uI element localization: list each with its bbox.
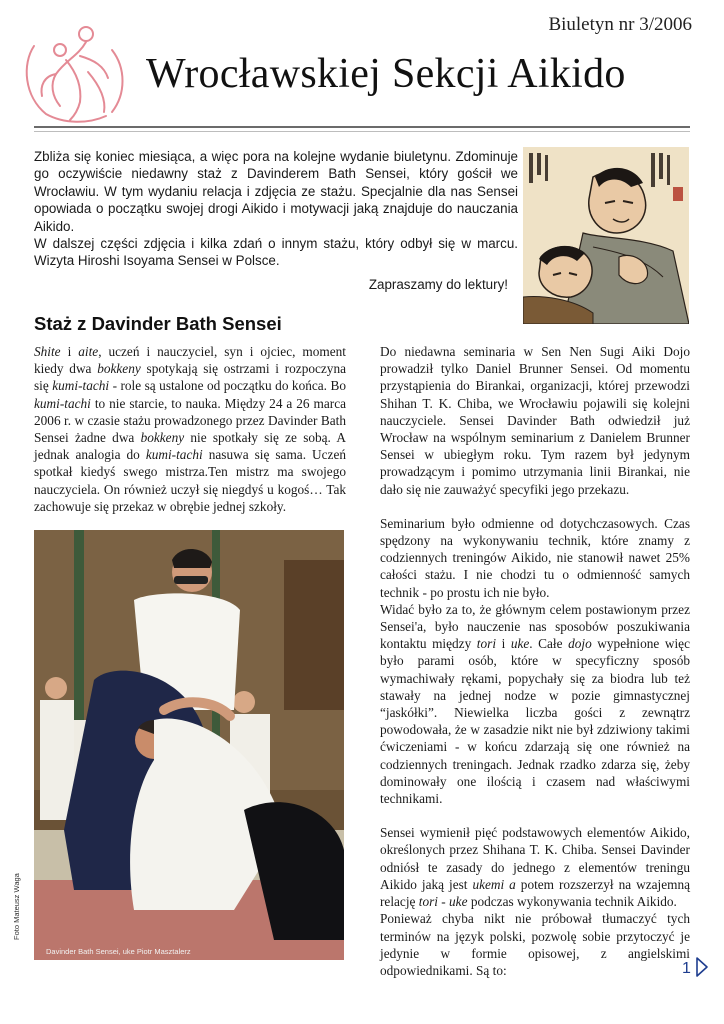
- term-bokkeny: bokkeny: [140, 430, 185, 446]
- article-right-paragraph-5: Ponieważ chyba nikt nie próbował tłumaczyć tych terminów na język polski, pozwolę sobie przytoczyć je jedynie w formie opisowej, z angielskimi odpowiednikami. Są to:: [380, 911, 690, 978]
- intro-paragraph-1: Zbliża się koniec miesiąca, a więc pora na kolejne wydanie biuletynu. Zdominuje go oczywiście niedawny staż z Davinderem Bath Sensei, który gościł we Wrocławiu. W tym wydaniu relacja i zdjęcia ze stażu. Specjalnie dla nas Sensei opowiada o początku swojej drogi Aikido i motywacji jaką znajduje do nauczania Aikido.: [34, 149, 518, 234]
- intro-text: [34, 148, 518, 270]
- term-aite: aite: [78, 344, 99, 359]
- text-run: potem rozszerzył na wzajemną relację: [380, 876, 690, 910]
- article-title: Staż z Davinder Bath Sensei: [34, 313, 282, 334]
- term-dojo: dojo: [568, 636, 592, 652]
- term-ukemi: ukemi a: [472, 876, 516, 892]
- text-run: i: [60, 344, 79, 359]
- article-right-column: [380, 343, 690, 979]
- text-run: i: [496, 636, 511, 652]
- text-run: wypełnione więc było parami osób, które w specyficzny sposób wymachiwały rękami, popychały się za biodra lub też stawały na jednej nodze w pozie gimnastycznej “jaskółki”. Niewielka liczba gości z zewnątrz powodowała, że w zasadzie nikt nie był zdziwiony takimi ćwiczeniami - w końcu zdarzają się one również na codziennych treningach. Jednak rzadko zdarza się, żeby dominowały one ilością i czasem nad właściwymi technikami.: [380, 636, 690, 807]
- text-run: nasuwa się sama. Uczeń spotkał kiedyś swego mistrza.Ten mistrz ma swojego nauczyciela. On również uczył się niegdyś u kogoś… Tak zachowuje się przekaz w obrębie jednej szkoły.: [34, 447, 346, 514]
- term-bokkeny: bokkeny: [97, 361, 141, 377]
- text-run: spotykają się ostrzami i rozpoczyna się: [34, 361, 346, 394]
- article-right-paragraph-4: [380, 824, 690, 910]
- text-run: Widać było za to, że głównym celem postawionym przez Sensei'a, było nauczenie nas sposobów poszukiwania kontaktu między: [380, 601, 690, 652]
- article-right-paragraph-1: Do niedawna seminaria w Sen Nen Sugi Aiki Dojo prowadził tylko Daniel Brunner Sensei. Od momentu przystąpienia do Birankai, organizacji, której przewodzi Shihan T. K. Chiba, we Wrocławiu pojawili się kolejni nauczyciele. Sensei Davinder Bath odwiedził już Wrocław na wspólnym seminarium z Danielem Brunner Sensei w ubiegłym roku. Tym razem był jedynym prowadzącym i pomimo utrzymania linii Birankai, nie dało się nie zauważyć specyfiki jego przekazu.: [380, 344, 690, 497]
- text-run: . Całe: [529, 636, 569, 652]
- article-left-column: [34, 343, 346, 515]
- term-tori-uke: tori - uke: [418, 894, 468, 910]
- text-run: podczas wykonywania technik Aikido.: [467, 894, 677, 910]
- header-rule-thin: [34, 131, 690, 132]
- intro-closing: Zapraszamy do lektury!: [368, 277, 508, 292]
- text-run: , uczeń i nauczyciel, syn i ojciec, moment kiedy dwa: [34, 344, 346, 377]
- term-shite: Shite: [34, 344, 61, 359]
- page-number: 1: [682, 960, 691, 977]
- term-uke: uke: [510, 636, 530, 652]
- photo-caption: Davinder Bath Sensei, uke Piotr Masztalerz: [46, 947, 191, 956]
- next-page-arrow-icon[interactable]: [695, 956, 709, 978]
- text-run: - role są ustalone od początku do końca. Bo: [109, 378, 346, 394]
- woodblock-print-image: [523, 147, 689, 324]
- text-run: Sensei wymienił pięć podstawowych elementów Aikido, określonych przez Shihana T. K. Chiba. Sensei Davinder odniósł te zasady do jednego z elementów treningu Aikido jaką jest: [380, 825, 690, 892]
- article-right-paragraph-2: Seminarium było odmienne od dotychczasowych. Czas spędzony na wykonywaniu technik, które znamy z codziennych treningów Aikido, nie stanowił nawet 25% całości stażu. I nie chodzi tu o odmienność samych technik - po prostu ich nie było.: [380, 515, 690, 600]
- term-kumi-tachi: kumi-tachi: [52, 378, 110, 394]
- seminar-photo: [34, 530, 344, 960]
- header-rule: [34, 126, 690, 128]
- photo-credit: Foto Mateusz Waga: [12, 873, 21, 940]
- term-tori: tori: [476, 636, 497, 652]
- term-kumi-tachi: kumi-tachi: [145, 447, 203, 463]
- aikido-figures-logo: [16, 16, 132, 126]
- article-left-paragraph: [34, 343, 346, 515]
- text-run: nie spotkały się ze sobą. A jednak analogia do: [34, 430, 346, 463]
- masthead-title: Wrocławskiej Sekcji Aikido: [146, 51, 626, 97]
- article-right-paragraph-3: [380, 601, 690, 807]
- term-kumi-tachi: kumi-tachi: [34, 395, 91, 411]
- issue-number: Biuletyn nr 3/2006: [548, 14, 692, 35]
- text-run: to nie starcie, to nauka. Między 24 a 26 marca 2006 r. w czasie stażu prowadzonego przez Davinder Bath Sensei żadne dwa: [34, 395, 346, 446]
- intro-paragraph-2: W dalszej części zdjęcia i kilka zdań o innym stażu, który odbył się w marcu. Wizyta Hiroshi Isoyama Sensei w Polsce.: [34, 236, 518, 269]
